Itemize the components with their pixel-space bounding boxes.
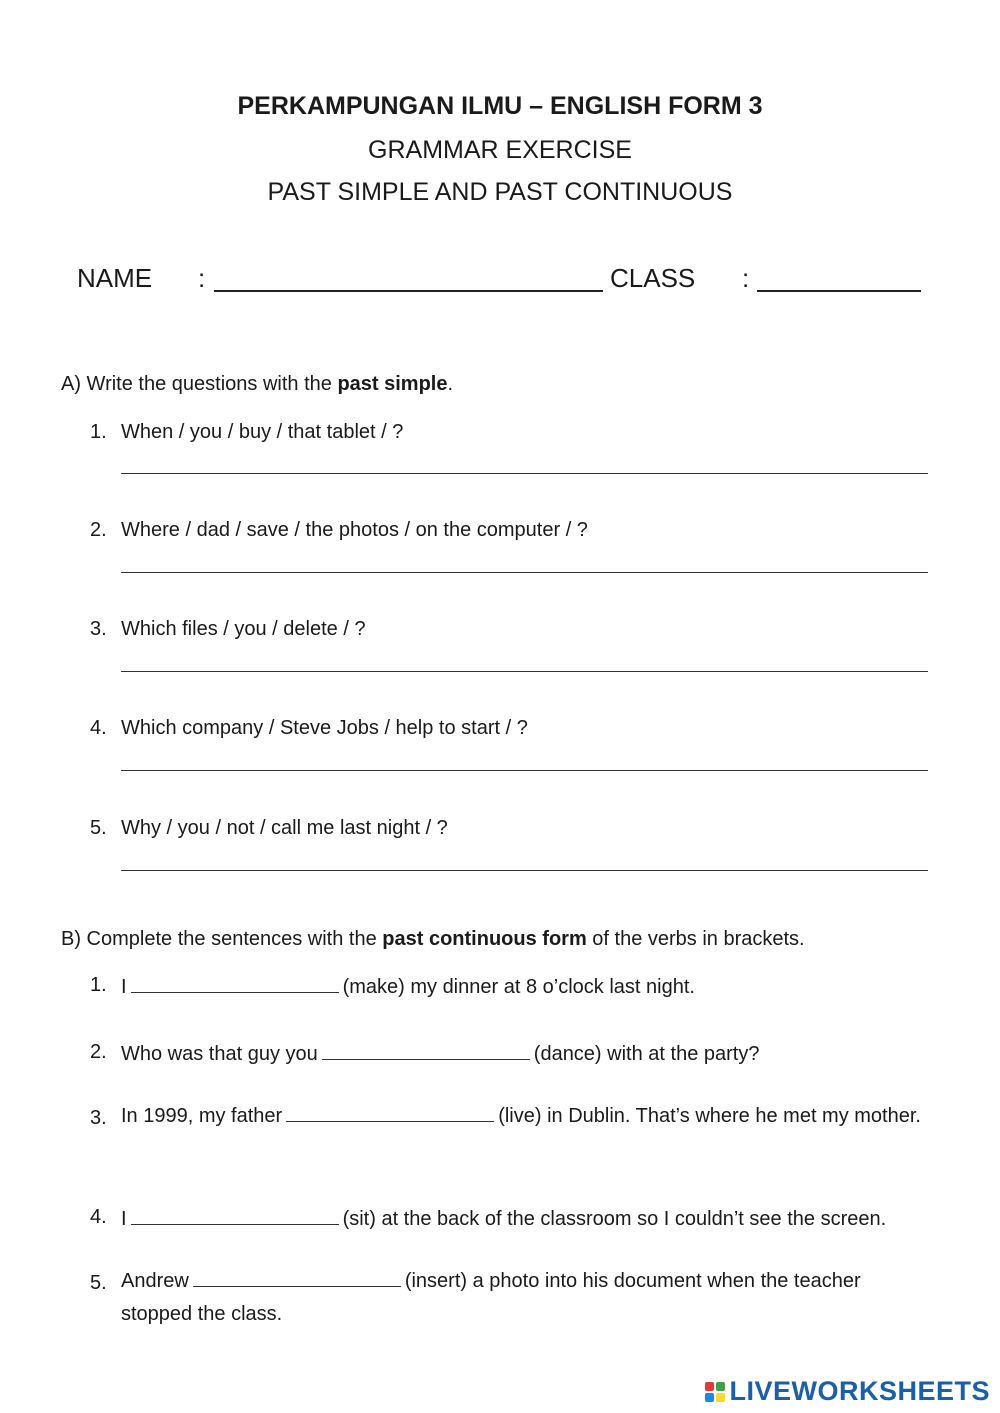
question-text: Andrew (insert) a photo into his document when the teacher stopped the class. [121, 1270, 861, 1325]
question-text: When / you / buy / that tablet / ? [121, 421, 404, 443]
liveworksheets-logo-icon [705, 1382, 725, 1402]
question-number: 2. [90, 1041, 107, 1063]
blank-input[interactable] [286, 1103, 494, 1122]
liveworksheets-logo-text: LIVEWORKSHEETS [729, 1376, 990, 1406]
logo-square-blue [705, 1393, 714, 1402]
header-line-1: PERKAMPUNGAN ILMU – ENGLISH FORM 3 [237, 92, 763, 120]
question-number: 3. [90, 1107, 107, 1129]
logo-square-green [716, 1382, 725, 1391]
question-number: 5. [90, 817, 107, 839]
blank-input[interactable] [322, 1041, 530, 1060]
question-number: 4. [90, 1206, 107, 1228]
answer-line-a-5[interactable] [121, 870, 928, 871]
question-number: 5. [90, 1272, 107, 1294]
header-line-3: PAST SIMPLE AND PAST CONTINUOUS [267, 178, 733, 206]
question-number: 3. [90, 618, 107, 640]
question-text: Why / you / not / call me last night / ? [121, 817, 448, 839]
answer-line-a-4[interactable] [121, 770, 928, 771]
answer-line-a-3[interactable] [121, 671, 928, 672]
answer-line-a-1[interactable] [121, 473, 928, 474]
blank-input[interactable] [131, 1206, 339, 1225]
section-b-intro: B) Complete the sentences with the past continuous form of the verbs in brackets. [61, 928, 805, 950]
question-text: Who was that guy you (dance) with at the party? [121, 1043, 760, 1065]
logo-square-red [705, 1382, 714, 1391]
section-a-intro: A) Write the questions with the past simple. [61, 373, 454, 395]
class-colon: : [742, 263, 750, 293]
answer-line-a-2[interactable] [121, 572, 928, 573]
question-number: 2. [90, 519, 107, 541]
question-text: Which company / Steve Jobs / help to start / ? [121, 717, 528, 739]
question-text: In 1999, my father (live) in Dublin. That’s where he met my mother. [121, 1105, 921, 1127]
name-colon: : [198, 263, 206, 293]
blank-input[interactable] [193, 1268, 401, 1287]
question-text: I (sit) at the back of the classroom so I couldn’t see the screen. [121, 1208, 887, 1230]
name-field[interactable] [214, 290, 603, 292]
class-field[interactable] [757, 290, 921, 292]
logo-square-yellow [716, 1393, 725, 1402]
question-number: 1. [90, 421, 107, 443]
question-number: 1. [90, 974, 107, 996]
question-text: Which files / you / delete / ? [121, 618, 366, 640]
header-line-2: GRAMMAR EXERCISE [368, 136, 632, 164]
question-text: Where / dad / save / the photos / on the computer / ? [121, 519, 588, 541]
class-label: CLASS [610, 263, 696, 293]
blank-input[interactable] [131, 974, 339, 993]
question-number: 4. [90, 717, 107, 739]
name-label: NAME [77, 263, 153, 293]
question-text: I (make) my dinner at 8 o’clock last night. [121, 976, 695, 998]
liveworksheets-logo [705, 1376, 990, 1407]
